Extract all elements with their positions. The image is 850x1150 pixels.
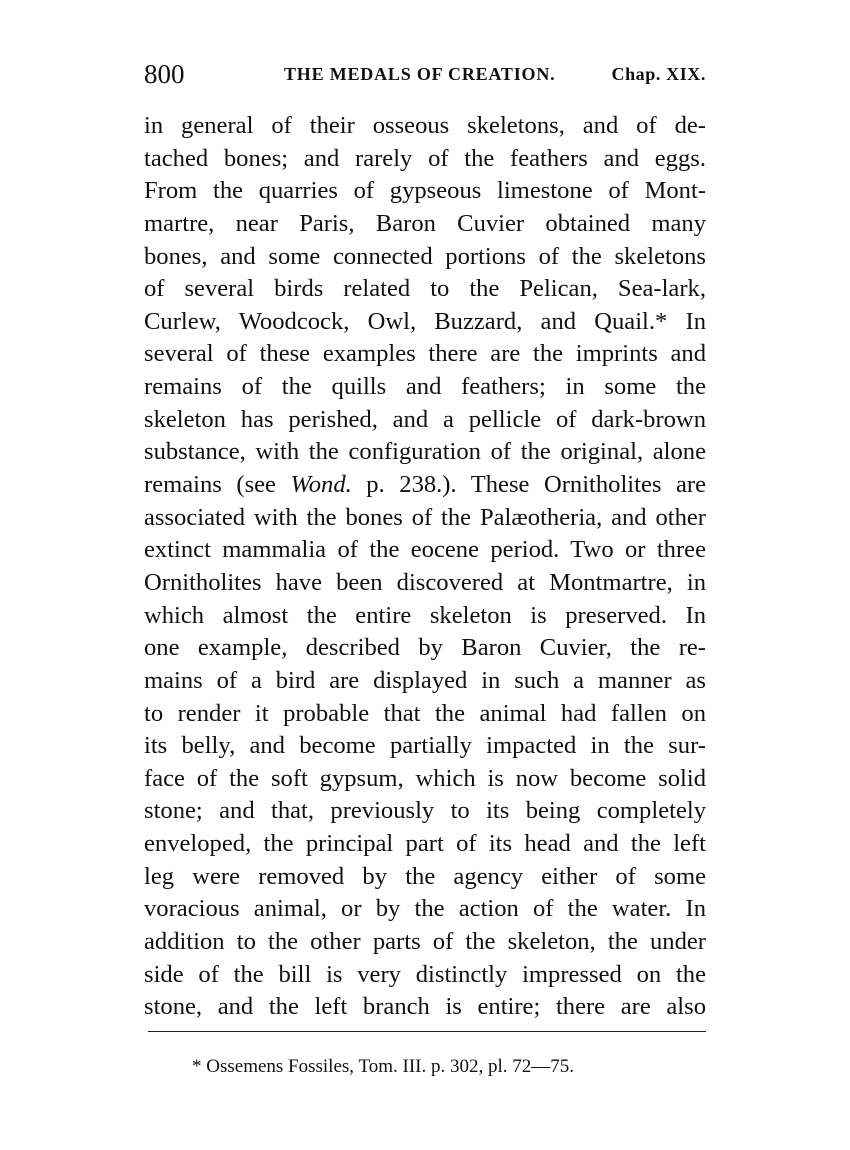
footnote-rule	[148, 1031, 706, 1032]
text-line: From the quarries of gypseous limestone of Mont-	[144, 177, 706, 205]
body-text	[144, 110, 706, 1024]
text-line: tached bones; and rarely of the feathers and eggs.	[144, 144, 706, 172]
text-line: stone, and the left branch is entire; there are also	[144, 993, 706, 1021]
text-line: substance, with the configuration of the original, alone	[144, 438, 706, 466]
text-line: one example, described by Baron Cuvier, the re-	[144, 634, 706, 662]
text-line: associated with the bones of the Palæotheria, and other	[144, 503, 706, 531]
text-line: enveloped, the principal part of its head and the left	[144, 830, 706, 858]
text-line: addition to the other parts of the skeleton, the under	[144, 928, 706, 956]
text-line: mains of a bird are displayed in such a manner as	[144, 666, 706, 694]
text-line: leg were removed by the agency either of some	[144, 862, 706, 890]
text-line: side of the bill is very distinctly impressed on the	[144, 960, 706, 988]
text-line: face of the soft gypsum, which is now become solid	[144, 764, 706, 792]
italic-reference: Wond.	[290, 471, 352, 499]
footnote: * Ossemens Fossiles, Tom. III. p. 302, pl. 72—75.	[192, 1056, 575, 1077]
text-line: its belly, and become partially impacted in the sur-	[144, 732, 706, 760]
text-line: skeleton has perished, and a pellicle of dark-brown	[144, 405, 706, 433]
running-title: THE MEDALS OF CREATION.	[284, 64, 556, 84]
text-line: in general of their osseous skeletons, and of de-	[144, 112, 706, 139]
text-line: Curlew, Woodcock, Owl, Buzzard, and Quail.* In	[144, 307, 706, 335]
text-line: several of these examples there are the imprints and	[144, 340, 706, 368]
text-line: martre, near Paris, Baron Cuvier obtained many	[144, 209, 706, 237]
text-line: to render it probable that the animal had fallen on	[144, 699, 706, 727]
text-line: extinct mammalia of the eocene period. Two or three	[144, 536, 706, 564]
text-line: voracious animal, or by the action of the water. In	[144, 895, 706, 923]
text-line: remains (see Wond. p. 238.). These Ornitholites are	[144, 471, 707, 499]
page-number: 800	[144, 59, 185, 89]
text-line: bones, and some connected portions of the skeletons	[144, 242, 706, 270]
page-header	[144, 56, 706, 92]
text-line: which almost the entire skeleton is preserved. In	[144, 601, 706, 629]
text-line: stone; and that, previously to its being completely	[144, 797, 706, 825]
text-line: Ornitholites have been discovered at Montmartre, in	[144, 568, 706, 596]
text-line: remains of the quills and feathers; in some the	[144, 373, 706, 401]
text-line: of several birds related to the Pelican, Sea-lark,	[144, 275, 706, 303]
chapter-label: Chap. XIX.	[611, 64, 706, 84]
